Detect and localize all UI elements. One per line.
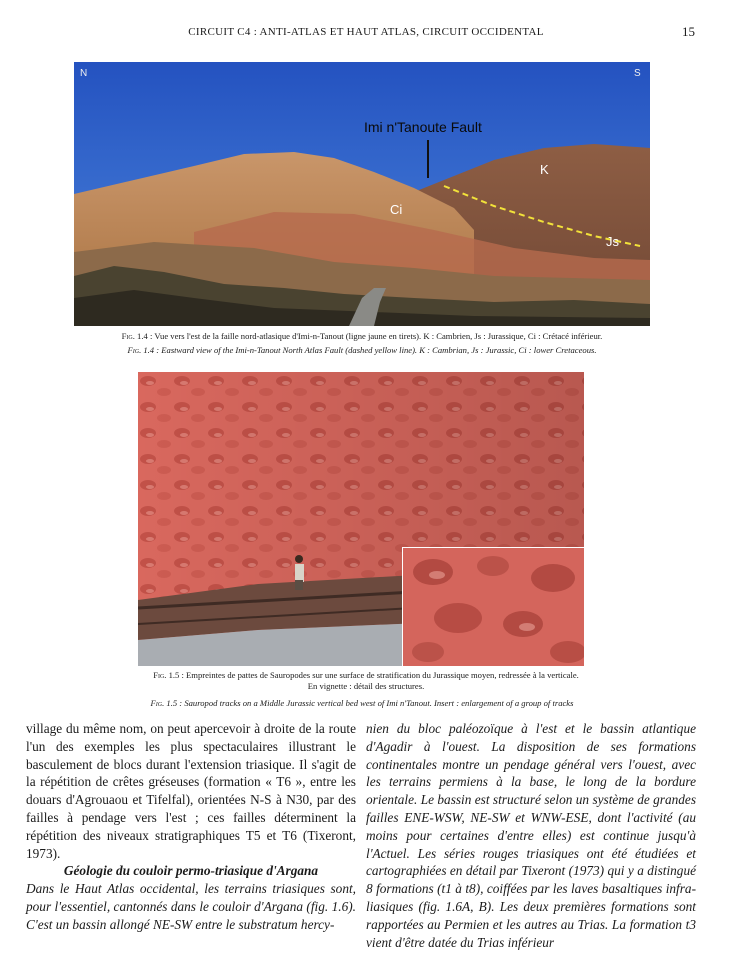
north-label: N (80, 68, 88, 79)
figure-1-5-caption-fr-text: : Empreintes de pattes de Sauropodes sur une surface de stratification du Jurassique moyen, redressée à la verticale. En vignette : détail des structures. (179, 670, 579, 691)
section-subheading: Géologie du couloir permo-triasique d'Argana (63, 863, 319, 879)
left-paragraph-2: Dans le Haut Atlas occidental, les terrains triasiques sont, pour l'essentiel, cantonnés dans le couloir d'Argana (fig. 1.6). C'est un bassin allongé NE-SW entre le substratum hercy- (26, 881, 356, 932)
figure-1-4-caption-en-text: : Eastward view of the Imi-n-Tanout North Atlas Fault (dashed yellow line). K : Cambrian, Js : Jurassic, Ci : lower Cretaceous. (154, 345, 597, 355)
label-ci: Ci (390, 202, 403, 217)
figure-1-4-photo (74, 62, 650, 326)
figure-1-5-caption-en-text: : Sauropod tracks on a Middle Jurassic vertical bed west of Imi n'Tanout. Insert : enlargement of a group of tracks (177, 698, 574, 708)
figure-1-4-caption-en-number: Fig. 1.4 (127, 345, 155, 355)
south-label: S (634, 68, 641, 79)
running-header: CIRCUIT C4 : ANTI-ATLAS ET HAUT ATLAS, CIRCUIT OCCIDENTAL (188, 26, 544, 38)
figure-1-5-caption-fr-number: Fig. 1.5 (153, 670, 180, 680)
figure-1-5-caption-en-number: Fig. 1.5 (150, 698, 178, 708)
figure-1-5-caption-en (74, 698, 650, 709)
right-paragraph: nien du bloc paléozoïque à l'est et le bassin atlantique d'Agadir à l'ouest. La disposition de ses formations continentales montre un pendage général vers l'ouest, avec les terrains permiens à la base, le long de la bordure orientale. Le bassin est structuré selon un système de grandes failles ENE-WSW, NE-SW et WNW-ESE, dont l'activité (au moins pour certaines d'entre elles) est continue jusqu'à l'Actuel. Les séries rouges triasiques ont été étudiées et cartographiées en détail par Tixeront (1973) qui y a distingué 8 formations (t1 à t8), coiffées par les laves basaltiques infra-liasiques (fig. 1.6A, B). Les deux premières formations sont rapportées au Permien et les autres au Trias. La formation t3 vient d'être datée du Trias inférieur (366, 721, 696, 950)
figure-1-4-caption-fr-text: : Vue vers l'est de la faille nord-atlasique d'Imi-n-Tanout (ligne jaune en tirets). K : Cambrien, Js : Jurassique, Ci : Crétacé inférieur. (147, 331, 603, 341)
figure-1-5-inset (403, 548, 584, 666)
figure-1-5-caption-fr (150, 670, 582, 692)
figure-1-4-caption-en (74, 345, 650, 356)
left-paragraph-1: village du même nom, on peut apercevoir à droite de la route l'un des exemples les plus spectaculaires illustrant le basculement de blocs durant l'extension triasique. Il s'agit de la répétition de crêtes gréseuses (formation « T6 », entre les douars d'Agrouaou et Tifelfal), orientées N-S à N30, par des failles à pendage vers l'est ; ces failles déterminent la répétition des niveaux stratigraphiques T5 et T6 (Tixeront, 1973). (26, 721, 356, 861)
fault-name-label: Imi n'Tanoute Fault (364, 119, 482, 135)
figure-1-4-caption-fr-number: Fig. 1.4 (121, 331, 148, 341)
fault-landscape-image (74, 62, 650, 326)
tracks-enlargement-image (403, 548, 584, 666)
label-k: K (540, 162, 549, 177)
label-js: Js (606, 234, 619, 249)
right-text-column (366, 720, 696, 951)
left-text-column (26, 720, 356, 934)
page-number: 15 (682, 24, 695, 39)
figure-1-4-caption-fr (74, 331, 650, 342)
